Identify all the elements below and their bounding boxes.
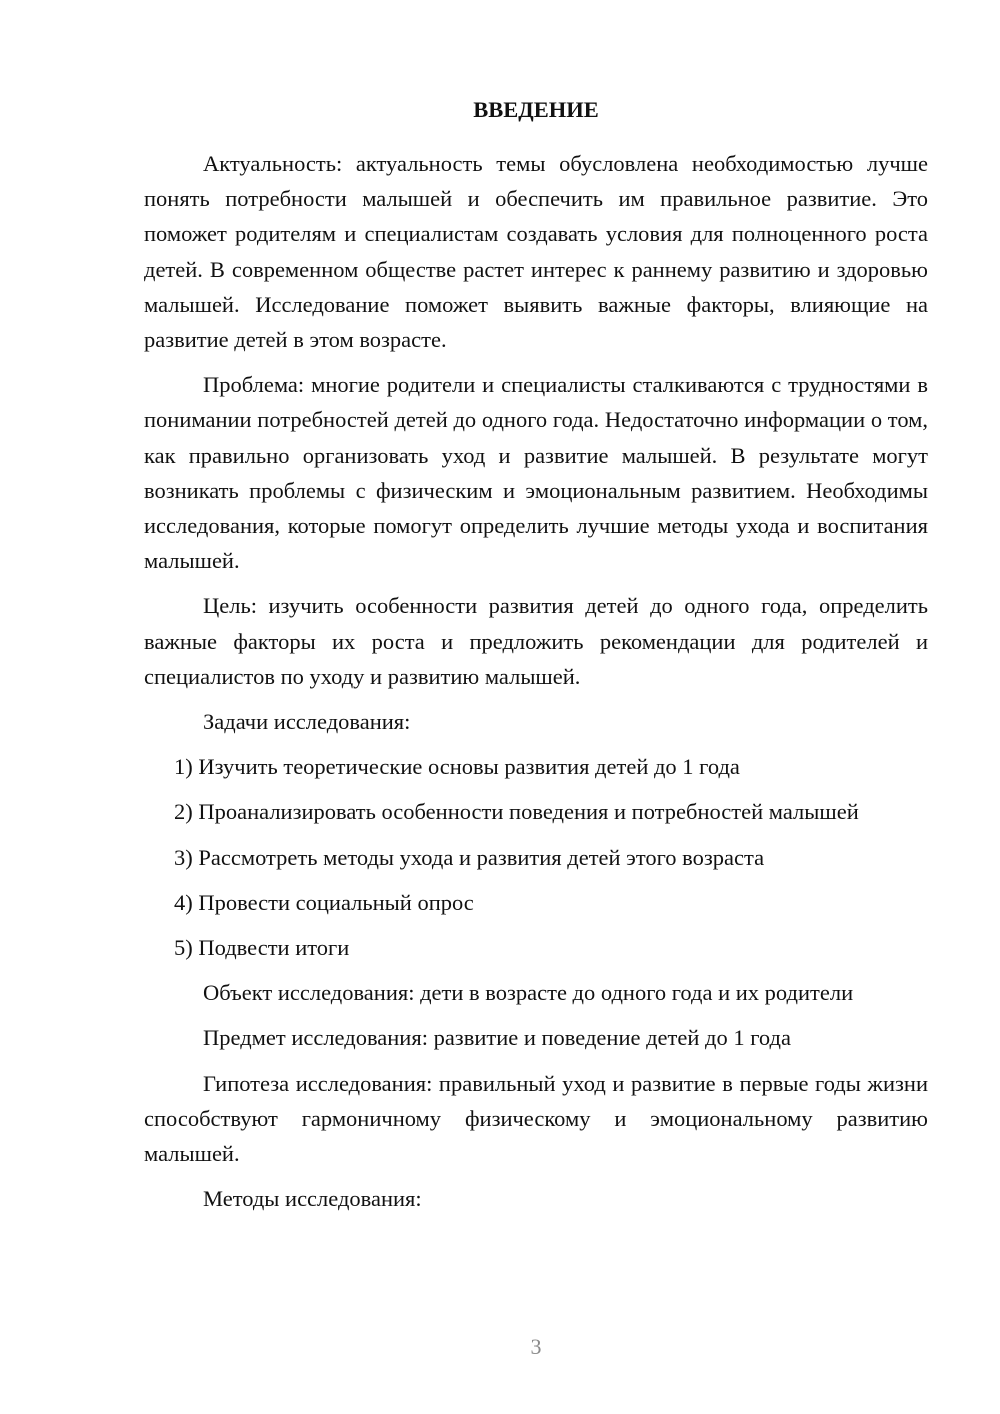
problem-paragraph: Проблема: многие родители и специалисты сталкиваются с трудностями в понимании потребностей детей до одного года. Недостаточно информации о том, как правильно организовать уход и развитие малышей. В результате могут возникать проблемы с физическим и эмоциональным развитием. Необходимы исследования, которые помогут определить лучшие методы ухода и воспитания малышей. [144,372,928,574]
page-number: 3 [530,1334,542,1359]
task-item: 1) Изучить теоретические основы развития детей до 1 года [174,754,740,780]
page-title: ВВЕДЕНИЕ [473,97,599,122]
page-content [144,92,928,1226]
task-item: 2) Проанализировать особенности поведения и потребностей малышей [174,799,859,825]
relevance-paragraph: Актуальность: актуальность темы обусловлена необходимостью лучше понять потребности малышей и обеспечить им правильное развитие. Это поможет родителям и специалистам создавать условия для полноценного роста детей. В современном обществе растет интерес к раннему развитию и здоровью малышей. Исследование поможет выявить важные факторы, влияющие на развитие детей в этом возрасте. [144,151,928,353]
task-item: 4) Провести социальный опрос [174,889,474,915]
research-subject: Предмет исследования: развитие и поведение детей до 1 года [203,1025,791,1051]
tasks-heading: Задачи исследования: [203,709,411,735]
task-item: 3) Рассмотреть методы ухода и развития детей этого возраста [174,844,765,870]
methods-heading: Методы исследования: [203,1186,422,1212]
hypothesis-paragraph: Гипотеза исследования: правильный уход и развитие в первые годы жизни способствуют гармоничному физическому и эмоциональному развитию малышей. [144,1070,928,1167]
task-item: 5) Подвести итоги [174,935,350,961]
research-object: Объект исследования: дети в возрасте до одного года и их родители [203,980,854,1006]
goal-paragraph: Цель: изучить особенности развития детей до одного года, определить важные факторы их роста и предложить рекомендации для родителей и специалистов по уходу и развитию малышей. [144,593,928,689]
